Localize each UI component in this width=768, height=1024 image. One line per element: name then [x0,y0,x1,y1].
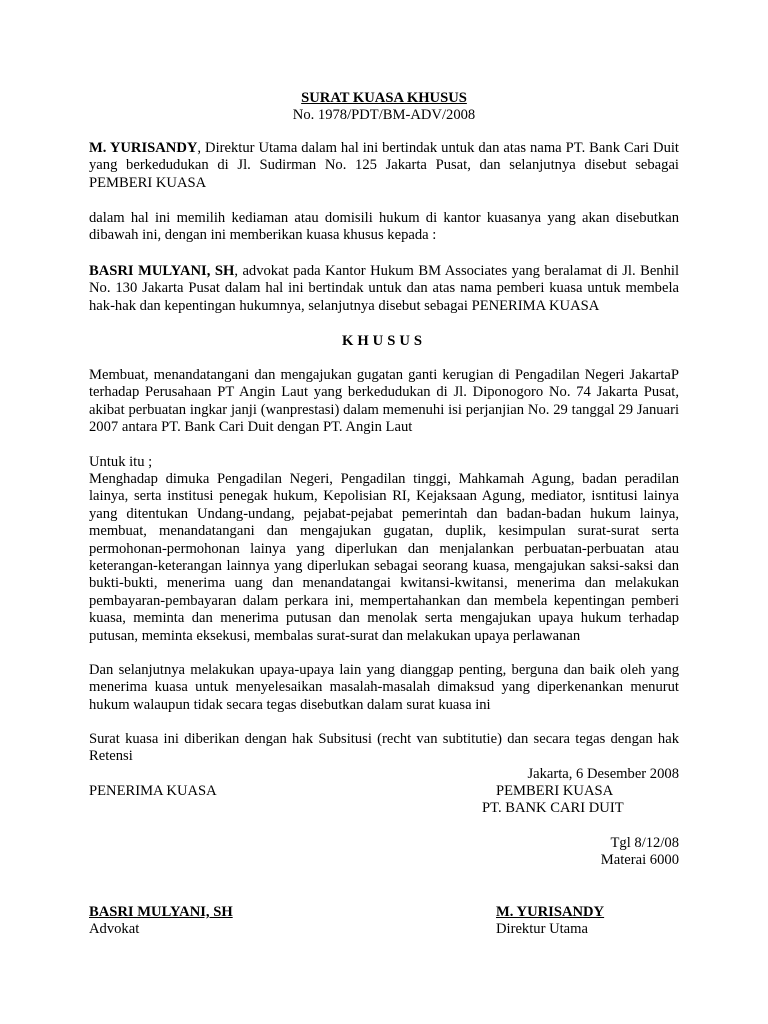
place-date: Jakarta, 6 Desember 2008 [527,766,679,782]
section-heading-khusus: KHUSUS [341,333,426,349]
grantor-text: , Direktur Utama dalam hal ini bertindak untuk dan atas nama PT. Bank Cari Duit yang berkedudukan di Jl. Sudirman No. 125 Jakarta Pusat, dan selanjutnya disebut sebagai PEMBERI KUASA [89,140,679,191]
grantor-label: PEMBERI KUASA [496,783,614,799]
recipient-signature-name: BASRI MULYANI, SH [89,904,233,920]
paragraph-grantor [89,140,679,192]
paragraph-attorney [89,263,679,315]
paragraph-further: Dan selanjutnya melakukan upaya-upaya lain yang dianggap penting, berguna dan baik oleh yang menerima kuasa untuk menyelesaikan masalah-masalah dimaksud yang diperkenankan menurut hukum walaupun tidak secara tegas disebutkan dalam surat kuasa ini [89,662,679,713]
grantor-company: PT. BANK CARI DUIT [482,800,624,816]
grantor-role: Direktur Utama [496,921,588,937]
stamp-date: Tgl 8/12/08 [610,835,679,851]
grantor-signature-name: M. YURISANDY [496,904,605,920]
grantor-name: M. YURISANDY [89,140,198,156]
paragraph-domicile: dalam hal ini memilih kediaman atau domisili hukum di kantor kuasanya yang akan disebutkan dibawah ini, dengan ini memberikan kuasa khusus kepada : [89,210,679,244]
stamp-duty: Materai 6000 [600,852,679,868]
doc-title: SURAT KUASA KHUSUS [301,90,467,106]
paragraph-purpose: Membuat, menandatangani dan mengajukan gugatan ganti kerugian di Pengadilan Negeri JakartaP terhadap Perusahaan PT Angin Laut yang berkedudukan di Jl. Diponogoro No. 74 Jakarta Pusat, akibat perbuatan ingkar janji (wanprestasi) dalam memenuhi isi perjanjian No. 29 tanggal 29 Januari 2007 antara PT. Bank Cari Duit dengan PT. Angin Laut [89,367,679,436]
doc-heading [89,90,679,125]
paragraph-substitution: Surat kuasa ini diberikan dengan hak Subsitusi (recht van subtitutie) dan secara tegas dengan hak Retensi [89,731,679,765]
paragraph-for-that: Untuk itu ; [89,454,153,470]
recipient-label: PENERIMA KUASA [89,783,217,799]
attorney-name: BASRI MULYANI, SH [89,263,235,279]
recipient-role: Advokat [89,921,140,937]
paragraph-powers: Menghadap dimuka Pengadilan Negeri, Pengadilan tinggi, Mahkamah Agung, badan peradilan lainya, serta institusi penegak hukum, Kepolisian RI, Kejaksaan Agung, mediator, isntitusi lainya yang ditentukan Undang-undang, pejabat-pejabat pemerintah dan badan-badan hukum lainya, membuat, menandatangani dan mengajukan gugatan, duplik, kesimpulan surat-surat serta permohonan-permohonan lainya yang diperlukan dan menjalankan perbuatan-perbuatan atau keterangan-keterangan lainnya yang diperlukan sebagai seorang kuasa, mengajukan saksi-saksi dan bukti-bukti, menerima uang dan menandatangai kwitansi-kwitansi, menerima dan melakukan pembayaran-pembayaran dalam perkara ini, mempertahankan dan membela kepentingan pemberi kuasa, meminta dan menerima putusan dan menolak serta mengajukan upaya hukum terhadap putusan, meminta eksekusi, membalas surat-surat dan melakukan upaya perlawanan [89,471,679,644]
doc-number: No. 1978/PDT/BM-ADV/2008 [292,107,476,124]
attorney-text: , advokat pada Kantor Hukum BM Associates yang beralamat di Jl. Benhil No. 130 Jakarta Pusat dalam hal ini bertindak untuk dan atas nama pemberi kuasa untuk membela hak-hak dan kepentingan hukumnya, selanjutnya disebut sebagai PENERIMA KUASA [89,263,680,314]
